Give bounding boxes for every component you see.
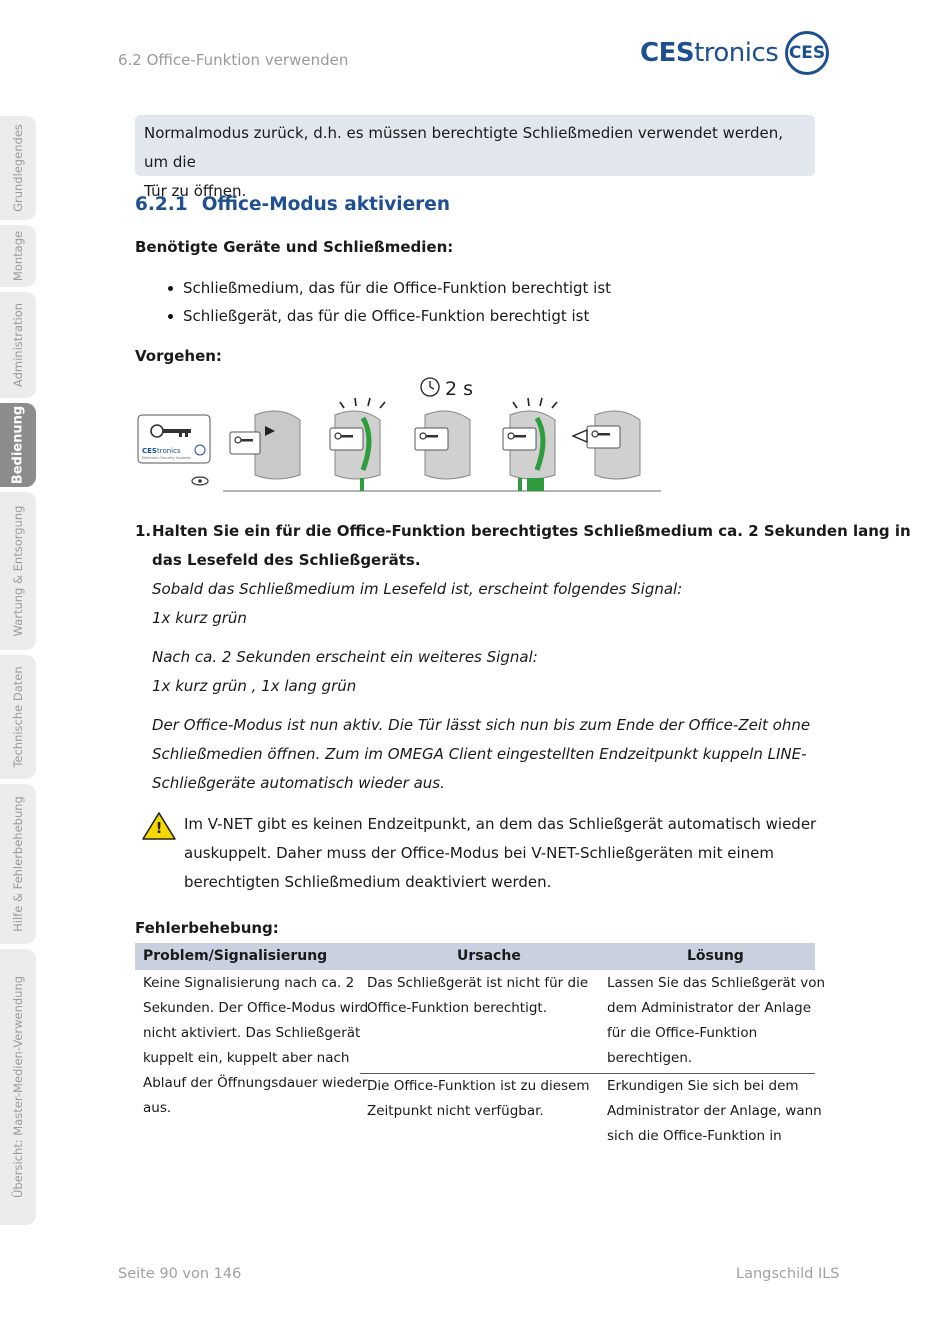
signal1-value: 1x kurz grün (152, 609, 247, 627)
logo-mark: CES (785, 31, 829, 75)
note-line-2: Tür zu öffnen. (144, 182, 247, 200)
side-tab-grundlegendes[interactable]: Grundlegendes (0, 116, 36, 220)
table-cell-problem: Keine Signalisierung nach ca. 2 Sekunden. Der Office-Modus wird nicht aktiviert. Das Schließgerät kuppelt ein, kuppelt aber nach Ablauf der Öffnungsdauer wieder aus. (143, 975, 369, 1116)
result-line-3: Schließgeräte automatisch wieder aus. (152, 774, 445, 792)
signal-short-green-2 (518, 478, 522, 491)
required-label: Benötigte Geräte und Schließmedien: (135, 238, 454, 256)
side-tab-administration[interactable]: Administration (0, 292, 36, 398)
table-cell-cause-2: Die Office-Funktion ist zu diesem Zeitpunkt nicht verfügbar. (367, 1078, 590, 1119)
table-cell-cause-1: Das Schließgerät ist nicht für die Office-Funktion berechtigt. (367, 975, 589, 1016)
table-cell-solution-2: Erkundigen Sie sich bei dem Administrator der Anlage, wann sich die Office-Funktion in (607, 1078, 822, 1144)
warning-line-3: berechtigten Schließmedium deaktiviert werden. (184, 873, 552, 891)
office-mode-illustration (135, 370, 665, 498)
table-header (135, 943, 815, 970)
page-number: Seite 90 von 146 (118, 1266, 242, 1282)
step1-line-1: Halten Sie ein für die Office-Funktion berechtigtes Schließmedium ca. 2 Sekunden lang in (152, 522, 911, 540)
logo-text-bold: CES (640, 38, 695, 68)
signal2-intro: Nach ca. 2 Sekunden erscheint ein weiteres Signal: (152, 648, 538, 666)
warning-line-1: Im V-NET gibt es keinen Endzeitpunkt, an dem das Schließgerät automatisch wieder (184, 815, 817, 833)
list-item: Schließmedium, das für die Office-Funktion berechtigt ist (183, 279, 611, 297)
warning-symbol: ! (155, 819, 163, 837)
bullet-icon (168, 314, 173, 319)
bullet-icon (168, 286, 173, 291)
card-brand: CEStronics (142, 447, 181, 455)
section-title: Office-Modus aktivieren (201, 194, 450, 215)
product-name: Langschild ILS (736, 1266, 840, 1282)
table-cell-solution-1: Lassen Sie das Schließgerät von dem Administrator der Anlage für die Office-Funktion berechtigen. (607, 975, 826, 1066)
note-line-1: Normalmodus zurück, d.h. es müssen berechtigte Schließmedien verwendet werden, um die (144, 124, 784, 171)
side-tab-montage[interactable]: Montage (0, 225, 36, 287)
step-number: 1. (135, 522, 152, 540)
warning-line-2: auskuppelt. Daher muss der Office-Modus bei V-NET-Schließgeräten mit einem (184, 844, 774, 862)
key-card-icon (138, 415, 210, 463)
warning-icon (141, 811, 177, 841)
step1-line-2: das Lesefeld des Schließgeräts. (152, 551, 421, 569)
duration-label: 2 s (445, 378, 474, 400)
card-subtitle: Electronic Security Systems (142, 456, 191, 460)
side-tab-wartung-entsorgung[interactable]: Wartung & Entsorgung (0, 492, 36, 650)
signal-long-green (527, 478, 544, 491)
running-header: 6.2 Office-Funktion verwenden (118, 51, 349, 69)
signal-short-green-1 (360, 478, 364, 491)
signal2-value: 1x kurz grün , 1x lang grün (152, 677, 357, 695)
column-header-cause: Ursache (457, 948, 521, 964)
eye-icon (192, 477, 208, 485)
column-header-solution: Lösung (687, 948, 744, 964)
result-line-2: Schließmedien öffnen. Zum im OMEGA Client eingestellten Endzeitpunkt kuppeln LINE- (152, 745, 807, 763)
side-tab-bedienung[interactable]: Bedienung (0, 403, 36, 487)
side-tab-technische-daten[interactable]: Technische Daten (0, 655, 36, 779)
cestronics-logo (640, 30, 835, 82)
lock-device-signal-1 (330, 398, 385, 479)
side-tab-uebersicht-master-medien[interactable]: Übersicht: Master-Medien-Verwendung (0, 949, 36, 1225)
side-tab-hilfe-fehlerbehebung[interactable]: Hilfe & Fehlerbehebung (0, 784, 36, 944)
section-heading (135, 194, 450, 215)
logo-text-light: tronics (694, 38, 779, 68)
note-box (135, 115, 815, 200)
column-header-problem: Problem/Signalisierung (143, 948, 328, 964)
lock-device-insert (230, 411, 300, 479)
lock-device-signal-2 (503, 398, 557, 479)
lock-device-remove (573, 411, 640, 479)
list-item: Schließgerät, das für die Office-Funktion berechtigt ist (183, 307, 589, 325)
signal1-intro: Sobald das Schließmedium im Lesefeld ist, erscheint folgendes Signal: (152, 580, 683, 598)
procedure-label: Vorgehen: (135, 347, 222, 365)
lock-device-hold (415, 411, 470, 479)
clock-icon (421, 378, 439, 396)
troubleshooting-label: Fehlerbehebung: (135, 919, 279, 937)
result-line-1: Der Office-Modus ist nun aktiv. Die Tür lässt sich nun bis zum Ende der Office-Zeit ohne (152, 716, 811, 734)
section-number: 6.2.1 (135, 194, 188, 215)
